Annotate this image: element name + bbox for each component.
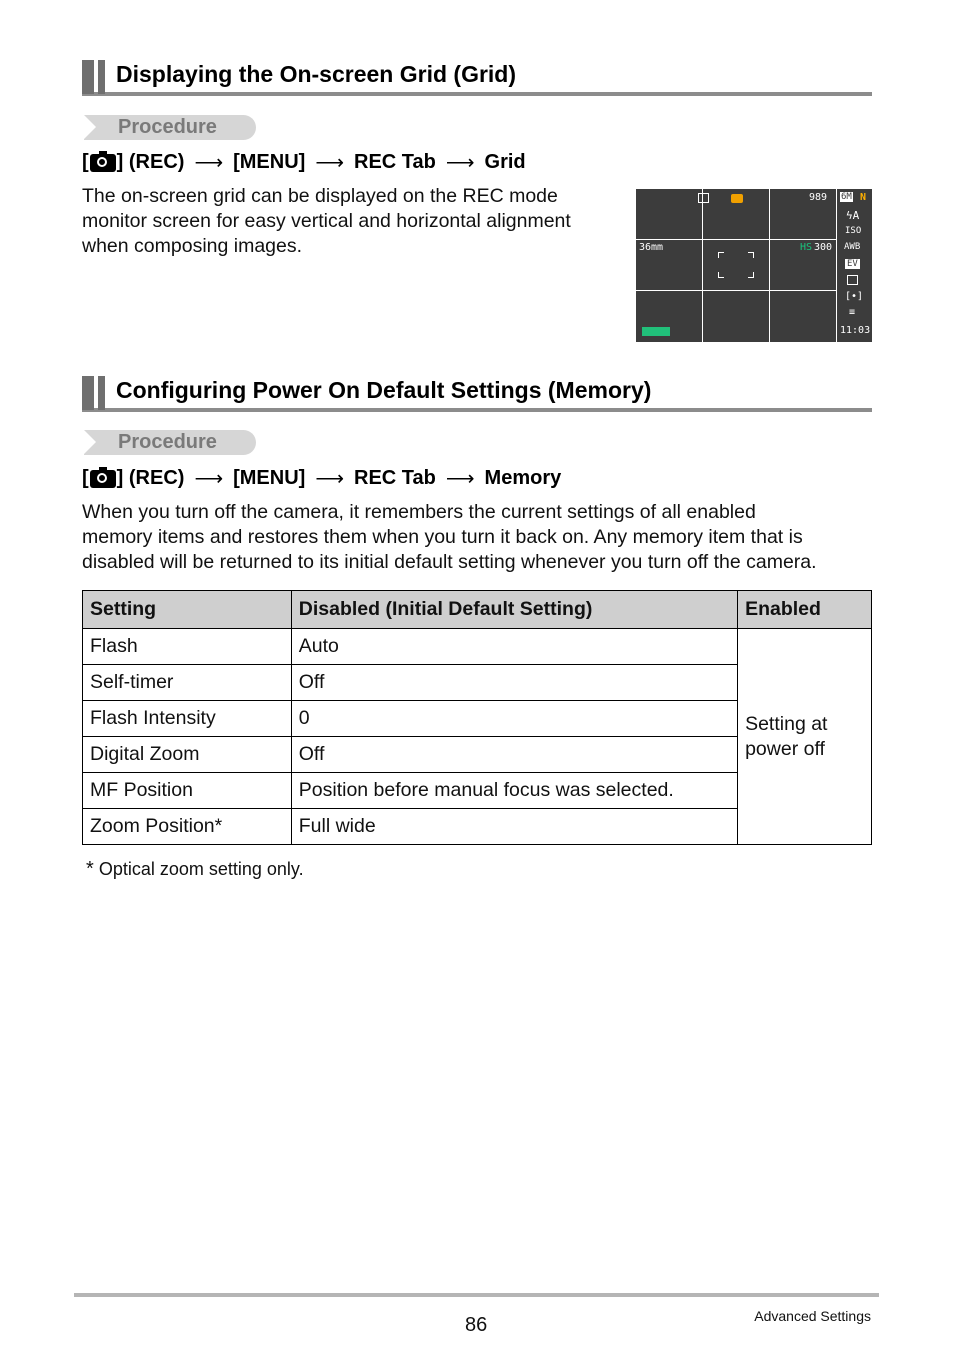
quality-indicator: N xyxy=(860,192,867,203)
arrow-right-icon: ⟶ xyxy=(315,468,344,490)
procedure-label: Procedure xyxy=(118,116,217,138)
page-number: 86 xyxy=(465,1314,488,1336)
shots-remaining: 989 xyxy=(809,192,828,203)
battery-icon xyxy=(642,327,670,336)
grid-description: The on-screen grid can be displayed on the REC mode monitor screen for easy vertical and horizontal alignment when composing images. xyxy=(82,185,571,257)
default-cell: 0 xyxy=(291,701,737,737)
heading-bar xyxy=(82,60,94,94)
default-cell: Full wide xyxy=(291,809,737,845)
grid-line xyxy=(769,189,770,342)
grid-section-title: Displaying the On-screen Grid (Grid) xyxy=(116,61,517,87)
arrow-right-icon: ⟶ xyxy=(194,152,224,174)
path-step: [MENU] xyxy=(233,467,306,489)
default-cell: Position before manual focus was selected. xyxy=(291,773,737,809)
memory-menu-path: [ ] (REC) ⟶ [MENU] ⟶ REC Tab ⟶ Memory xyxy=(82,467,562,490)
arrow-right-icon: ⟶ xyxy=(194,468,224,490)
footnote-text: Optical zoom setting only. xyxy=(98,859,304,879)
default-cell: Auto xyxy=(291,629,737,665)
heading-bar xyxy=(82,376,94,410)
footnote-mark: * xyxy=(86,858,94,880)
heading-bar xyxy=(98,60,105,94)
arrow-right-icon: ⟶ xyxy=(445,468,475,490)
light-icon: ≡ xyxy=(849,307,856,318)
arrow-right-icon: ⟶ xyxy=(445,152,475,174)
grid-line xyxy=(836,189,837,342)
enabled-cell: Setting at power off xyxy=(738,629,872,845)
camera-icon xyxy=(90,470,116,488)
clock-time: 11:03 xyxy=(840,325,871,336)
camera-icon xyxy=(90,154,116,172)
grid-procedure-badge xyxy=(84,115,256,140)
setting-cell: Zoom Position* xyxy=(83,809,292,845)
column-header: Enabled xyxy=(738,591,872,629)
grid-line xyxy=(636,290,836,291)
iso-label: ISO xyxy=(845,226,862,236)
memory-description: When you turn off the camera, it remembers the current settings of all enabled memory items and restores them when you turn it back on. Any memory item that is disabled will be returned to its initial default setting whenever you turn off the camera. xyxy=(82,501,817,573)
camera-monitor-screen xyxy=(636,189,872,342)
table-row xyxy=(83,629,872,665)
image-size: 6M xyxy=(841,192,852,202)
af-bracket xyxy=(718,272,724,278)
memory-procedure-badge xyxy=(84,430,256,455)
flash-icon: ϟA xyxy=(846,209,860,222)
path-step: ] (REC) xyxy=(116,467,185,489)
setting-cell: Self-timer xyxy=(83,665,292,701)
footnote xyxy=(86,858,304,881)
table-header-row xyxy=(83,591,872,629)
memory-section-heading xyxy=(82,374,872,412)
af-bracket xyxy=(748,252,754,258)
frame-icon xyxy=(698,193,709,203)
path-step: ] (REC) xyxy=(116,151,185,173)
arrow-right-icon: ⟶ xyxy=(315,152,344,174)
af-bracket xyxy=(718,252,724,258)
path-step: REC Tab xyxy=(354,467,436,489)
column-header: Setting xyxy=(83,591,292,629)
hs-label: HS xyxy=(800,242,813,253)
awb-label: AWB xyxy=(844,242,861,252)
focal-length: 36mm xyxy=(639,242,664,253)
default-cell: Off xyxy=(291,737,737,773)
path-step: [MENU] xyxy=(233,151,306,173)
grid-menu-path: [ ] (REC) ⟶ [MENU] ⟶ REC Tab ⟶ Grid xyxy=(82,151,526,174)
setting-cell: Flash Intensity xyxy=(83,701,292,737)
default-cell: Off xyxy=(291,665,737,701)
path-step: REC Tab xyxy=(354,151,436,173)
setting-cell: MF Position xyxy=(83,773,292,809)
metering-icon xyxy=(847,275,858,285)
memory-settings-table xyxy=(82,590,872,845)
footer-divider xyxy=(74,1293,879,1297)
camera-mode-icon xyxy=(731,194,743,203)
grid-line xyxy=(636,239,836,240)
memory-section-title: Configuring Power On Default Settings (Memory) xyxy=(116,377,652,403)
column-header: Disabled (Initial Default Setting) xyxy=(291,591,737,629)
af-bracket xyxy=(748,272,754,278)
chevron-right-icon xyxy=(84,430,96,454)
heading-bar xyxy=(98,376,105,410)
procedure-label: Procedure xyxy=(118,431,217,453)
path-step: Memory xyxy=(484,467,562,489)
grid-section-heading xyxy=(82,58,872,96)
footer-section-label: Advanced Settings xyxy=(754,1308,871,1324)
focus-icon: [•] xyxy=(845,291,864,302)
chevron-right-icon xyxy=(84,115,96,139)
iso-value: 300 xyxy=(814,242,833,253)
path-step: Grid xyxy=(484,151,526,173)
setting-cell: Digital Zoom xyxy=(83,737,292,773)
setting-cell: Flash xyxy=(83,629,292,665)
ev-label: EV xyxy=(847,259,858,269)
grid-line xyxy=(702,189,703,342)
